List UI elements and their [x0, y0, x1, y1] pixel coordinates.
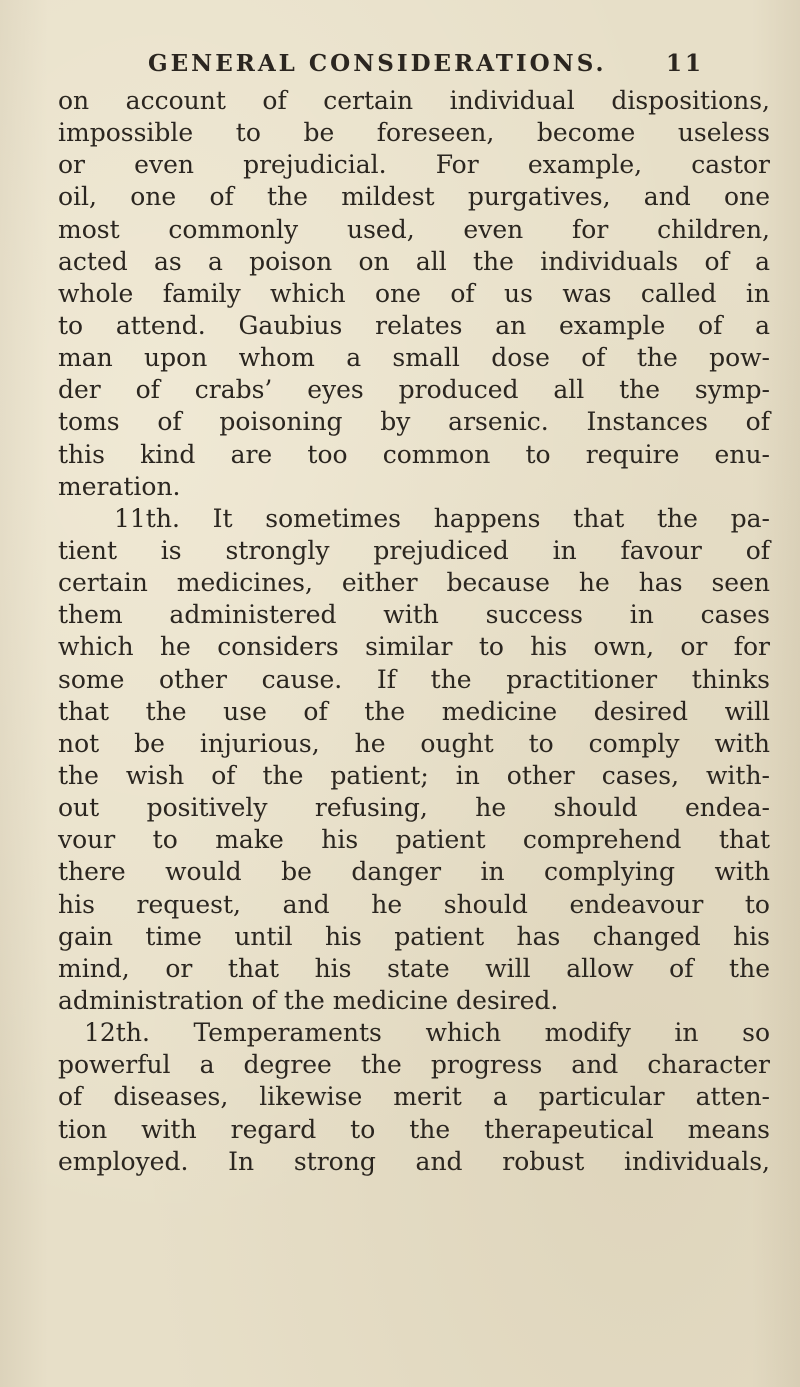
text-line: tion with regard to the therapeutical means: [58, 1114, 770, 1144]
running-head: [148, 50, 748, 90]
text-line: of diseases, likewise merit a particular atten-: [58, 1082, 770, 1112]
text-line: oil, one of the mildest purgatives, and one: [58, 182, 770, 212]
body-text: [58, 85, 770, 1178]
text-line: them administered with success in cases: [58, 600, 770, 630]
text-line: which he considers similar to his own, or for: [58, 632, 770, 662]
running-head-title: GENERAL CONSIDERATIONS.: [148, 50, 607, 77]
text-line: most commonly used, even for children,: [58, 214, 770, 244]
text-line: some other cause. If the practitioner thinks: [58, 664, 770, 694]
text-line: tient is strongly prejudiced in favour of: [58, 535, 770, 565]
text-line: man upon whom a small dose of the pow-: [58, 343, 770, 373]
text-line: or even prejudicial. For example, castor: [58, 150, 770, 180]
text-line: the wish of the patient; in other cases, with-: [58, 760, 770, 790]
text-line: that the use of the medicine desired will: [58, 696, 770, 726]
text-line: acted as a poison on all the individuals of a: [58, 246, 770, 276]
text-line: employed. In strong and robust individuals,: [58, 1146, 770, 1176]
text-line: certain medicines, either because he has seen: [58, 568, 770, 598]
text-line: whole family which one of us was called in: [58, 278, 770, 308]
text-line: powerful a degree the progress and character: [58, 1050, 770, 1080]
text-line: mind, or that his state will allow of the: [58, 953, 770, 983]
text-line: there would be danger in complying with: [58, 857, 770, 887]
text-line: to attend. Gaubius relates an example of a: [58, 310, 770, 340]
text-line: toms of poisoning by arsenic. Instances of: [58, 407, 770, 437]
text-line: impossible to be foreseen, become useless: [58, 118, 770, 148]
text-line: this kind are too common to require enu-: [58, 439, 770, 469]
text-line-paragraph-end: meration.: [58, 471, 181, 501]
text-line-paragraph-start: 11th. It sometimes happens that the pa-: [114, 503, 770, 533]
text-line: vour to make his patient comprehend that: [58, 825, 770, 855]
text-line: gain time until his patient has changed his: [58, 921, 770, 951]
text-line: der of crabs’ eyes produced all the symp-: [58, 375, 770, 405]
text-line: not be injurious, he ought to comply with: [58, 728, 770, 758]
text-line: out positively refusing, he should endea-: [58, 793, 770, 823]
text-line: on account of certain individual dispositions,: [58, 86, 770, 115]
text-line-paragraph-start: 12th. Temperaments which modify in so: [84, 1018, 770, 1048]
page-number: 11: [666, 50, 705, 77]
text-line: his request, and he should endeavour to: [58, 889, 770, 919]
text-line-paragraph-end: administration of the medicine desired.: [58, 985, 559, 1015]
